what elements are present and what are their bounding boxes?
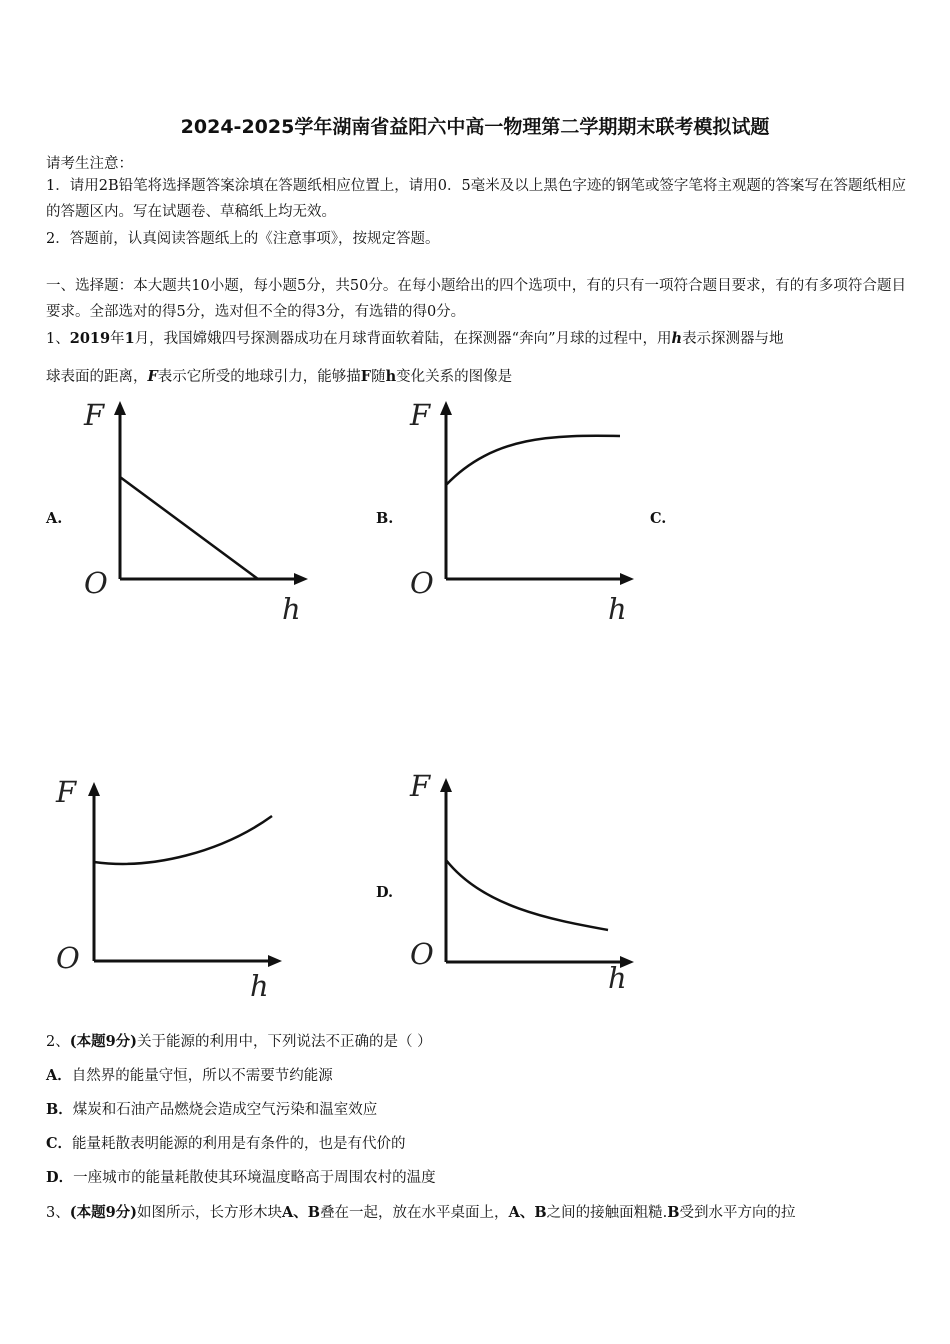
origin-label: O [56, 941, 80, 975]
question-2-stem [46, 1030, 432, 1051]
option-text: 煤炭和石油产品燃烧会造成空气污染和温室效应 [72, 1102, 378, 1118]
graph-option-a [78, 395, 318, 634]
graph-option-d [404, 768, 644, 1007]
option-text: 一座城市的能量耗散使其环境温度略高于周围农村的温度 [73, 1170, 436, 1186]
option-label: A． [46, 1067, 72, 1084]
x-axis-arrow [620, 573, 634, 585]
question-1-text: 随 [371, 369, 386, 385]
question-3-text: 叠在一起，放在水平桌面上， [320, 1205, 509, 1221]
option-text: 能量耗散表明能源的利用是有条件的，也是有代价的 [72, 1136, 406, 1152]
option-label: C． [46, 1135, 73, 1152]
y-axis-label: F [410, 769, 431, 803]
question-3-number: 3、 [46, 1205, 70, 1221]
symbol-h-plain: h [385, 368, 397, 385]
notice-heading: 请考生注意： [46, 156, 133, 172]
question-2-text: 关于能源的利用中，下列说法不正确的是（ ） [137, 1034, 432, 1050]
option-d-label: D. [376, 884, 394, 901]
origin-label: O [410, 566, 434, 600]
x-axis-arrow [268, 955, 282, 967]
notice-item-2: 2．答题前，认真阅读答题纸上的《注意事项》，按规定答题。 [46, 231, 440, 247]
option-text: 自然界的能量守恒，所以不需要节约能源 [71, 1068, 333, 1084]
question-3-text: 如图所示，长方形木块 [137, 1205, 283, 1221]
symbol-F: F [147, 368, 158, 385]
question-2-option-a [46, 1064, 333, 1085]
question-1-stem-line-1 [46, 327, 784, 348]
question-2-option-c [46, 1132, 406, 1153]
y-axis-label: F [410, 398, 431, 432]
symbol-F-plain: F [360, 368, 372, 385]
option-label: D． [46, 1169, 74, 1186]
f-h-curve [446, 860, 608, 930]
f-h-curve [94, 816, 272, 864]
question-1-year: 2019 [69, 330, 111, 347]
question-3-points: (本题9分) [69, 1204, 138, 1221]
option-b-label: B. [376, 510, 394, 527]
f-h-curve [120, 477, 258, 579]
graph-option-c [52, 772, 292, 1011]
y-axis-arrow [440, 778, 452, 792]
question-1-stem-line-2 [46, 365, 512, 386]
section-intro: 一、选择题：本大题共10小题，每小题5分，共50分。在每小题给出的四个选项中，有的只有一项符合题目要求，有的有多项符合题目要求。全部选对的得5分，选对但不全的得3分，有选错的得0分。 [46, 278, 906, 320]
question-1-text: 球表面的距离， [46, 369, 148, 385]
question-2-option-d [46, 1166, 436, 1187]
question-1-number: 1、 [46, 331, 70, 347]
f-h-curve [446, 436, 620, 485]
x-axis-label: h [608, 592, 627, 626]
question-3-stem [46, 1201, 795, 1222]
option-c-label: C. [650, 510, 667, 527]
x-axis-label: h [282, 592, 301, 626]
x-axis-label: h [608, 961, 627, 995]
y-axis-label: F [84, 398, 105, 432]
y-axis-arrow [88, 782, 100, 796]
question-2-number: 2、 [46, 1034, 70, 1050]
x-axis-label: h [250, 969, 269, 1003]
symbol-h: h [671, 330, 683, 347]
option-a-label: A. [46, 510, 63, 527]
question-1-text: 变化关系的图像是 [396, 369, 513, 385]
question-2-points: (本题9分) [69, 1033, 138, 1050]
question-1-text: 表示探测器与地 [682, 331, 784, 347]
y-axis-arrow [114, 401, 126, 415]
question-1-month: 1 [124, 330, 135, 347]
graph-option-b [404, 395, 644, 634]
origin-label: O [84, 566, 108, 600]
y-axis-label: F [56, 775, 77, 809]
block-label: B [667, 1204, 680, 1221]
notice-item-1: 1．请用2B铅笔将选择题答案涂填在答题纸相应位置上，请用0．5毫米及以上黑色字迹的钢笔或签字笔将主观题的答案写在答题纸相应的答题区内。写在试题卷、草稿纸上均无效。 [46, 178, 906, 220]
question-1-text: 年 [110, 331, 125, 347]
block-labels: A、B [508, 1204, 547, 1221]
question-3-text: 之间的接触面粗糙. [546, 1205, 668, 1221]
question-3-text: 受到水平方向的拉 [679, 1205, 796, 1221]
question-1-text: 月，我国嫦娥四号探测器成功在月球背面软着陆，在探测器“奔向”月球的过程中，用 [134, 331, 672, 347]
option-label: B． [46, 1101, 73, 1118]
y-axis-arrow [440, 401, 452, 415]
question-2-option-b [46, 1098, 377, 1119]
question-1-text: 表示它所受的地球引力，能够描 [157, 369, 361, 385]
page-title: 2024-2025学年湖南省益阳六中高一物理第二学期期末联考模拟试题 [180, 116, 770, 138]
block-labels: A、B [282, 1204, 321, 1221]
origin-label: O [410, 937, 434, 971]
x-axis-arrow [294, 573, 308, 585]
